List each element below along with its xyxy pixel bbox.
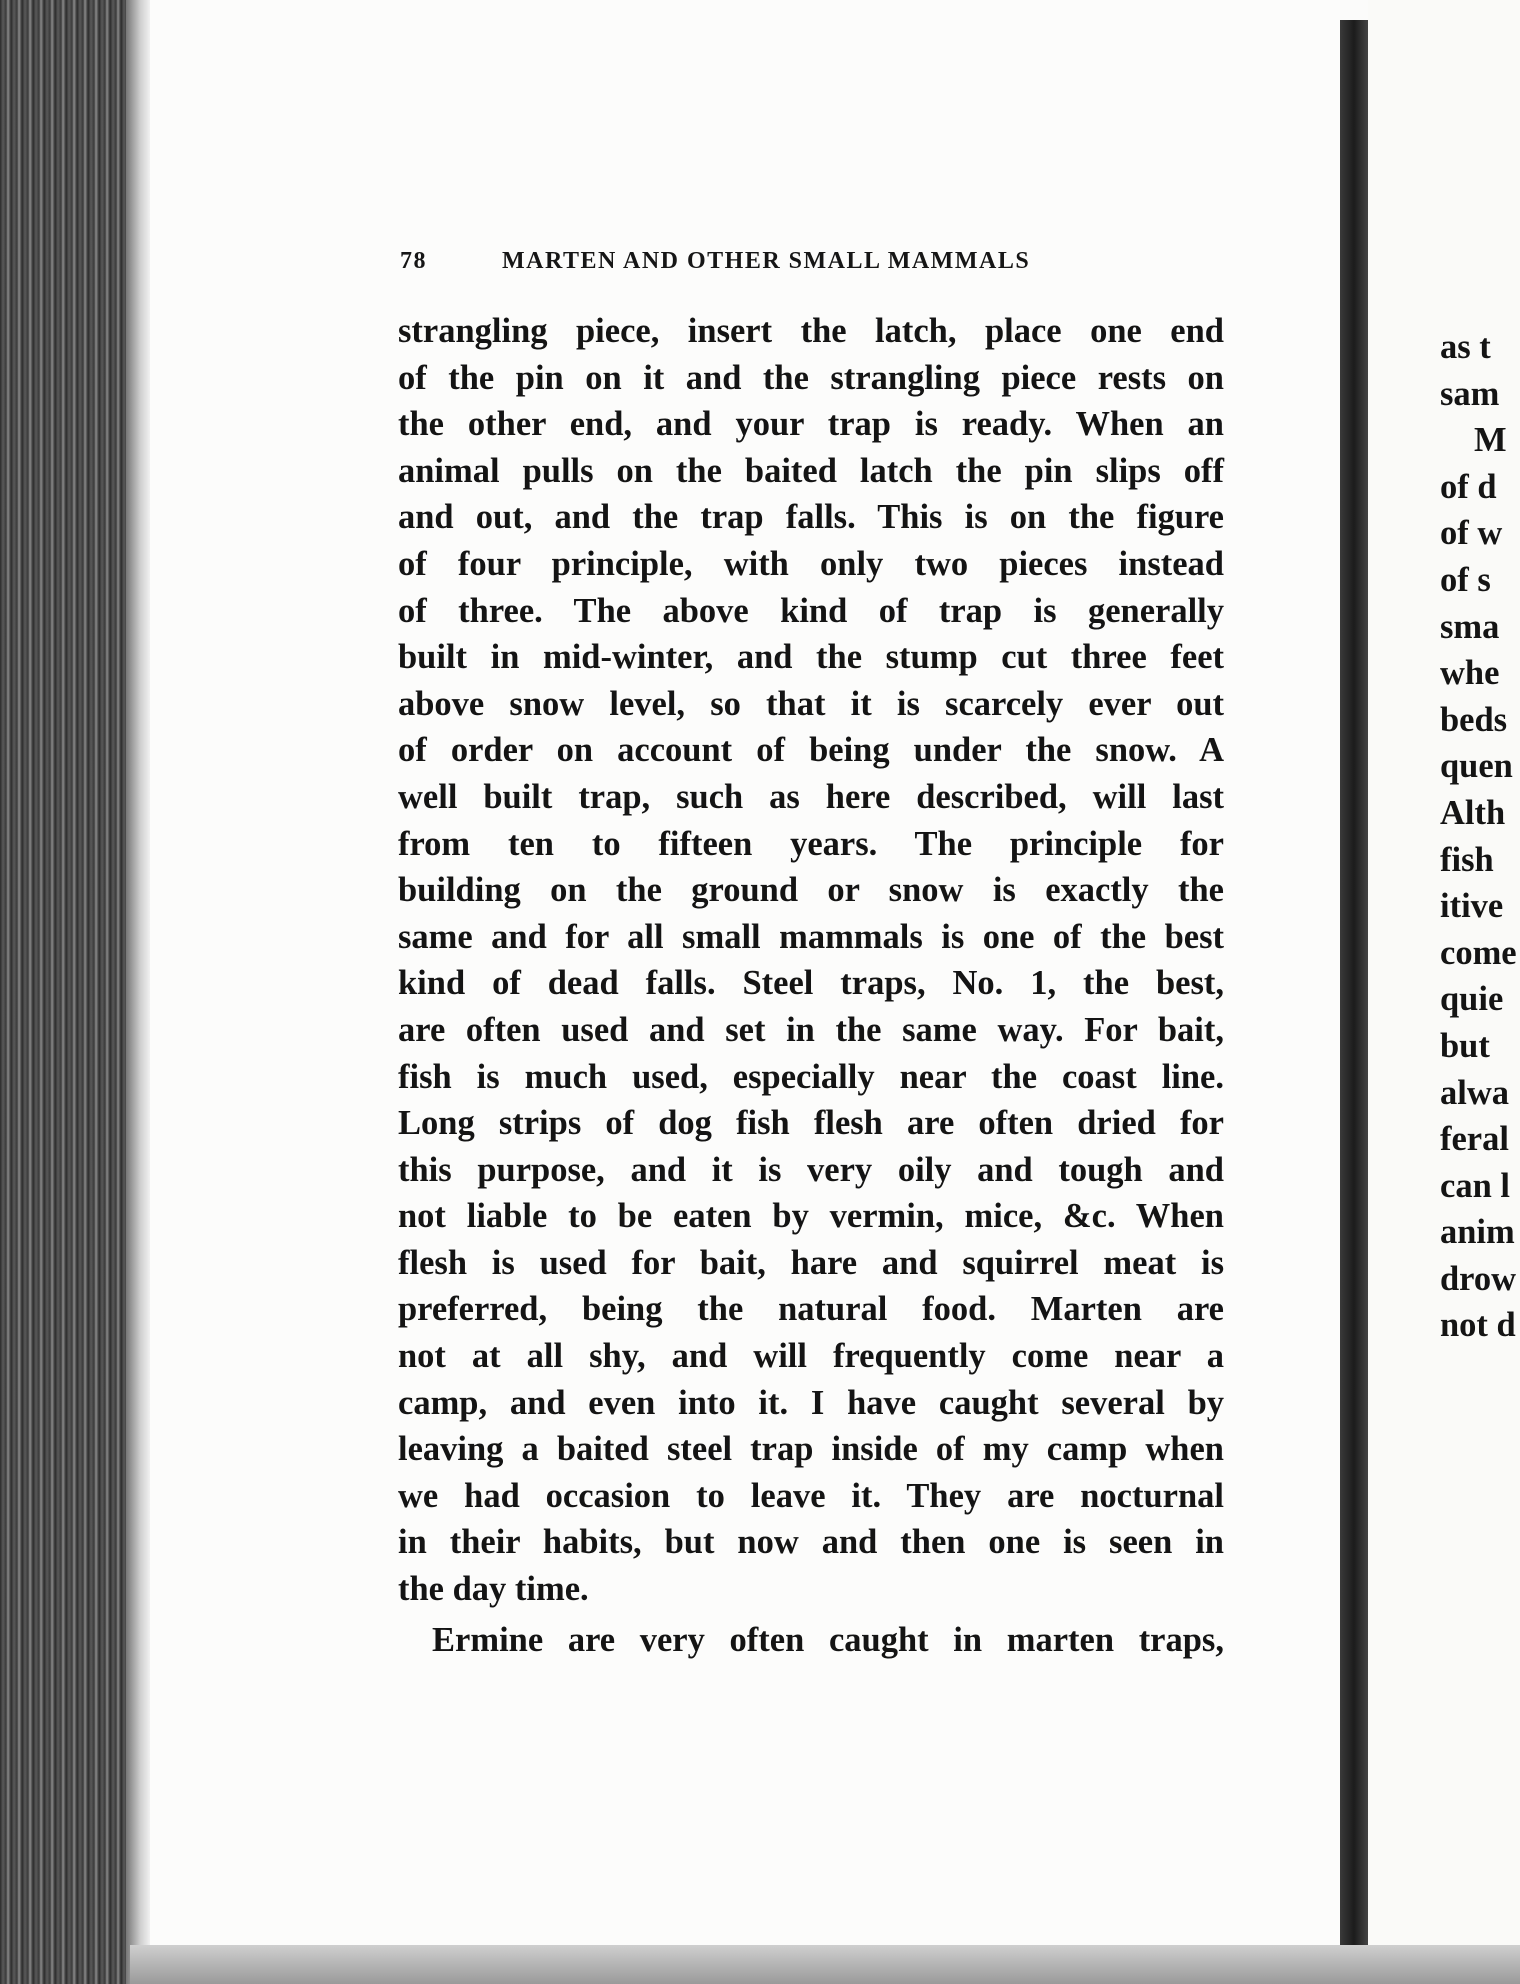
- text-line: building on the ground or snow is exactly the: [398, 871, 1224, 910]
- text-line: of four principle, with only two pieces instead: [398, 544, 1224, 583]
- right-page-line: as t: [1440, 328, 1491, 366]
- right-page-line: of w: [1440, 514, 1503, 553]
- text-line: the other end, and your trap is ready. When an: [398, 405, 1224, 444]
- right-page-line: of s: [1440, 560, 1491, 599]
- right-page-line: fish: [1440, 840, 1494, 879]
- text-line: flesh is used for bait, hare and squirrel meat is: [398, 1243, 1224, 1282]
- right-page-line: drow: [1440, 1259, 1517, 1298]
- text-line: well built trap, such as here described, will last: [398, 777, 1224, 816]
- text-line: strangling piece, insert the latch, place one end: [398, 312, 1224, 350]
- text-line: not at all shy, and will frequently come near a: [398, 1337, 1224, 1376]
- book-gutter: [1340, 20, 1368, 1960]
- text-line: camp, and even into it. I have caught several by: [398, 1383, 1224, 1422]
- text-line: of order on account of being under the snow. A: [398, 731, 1224, 770]
- right-page-line: M: [1474, 421, 1507, 460]
- right-page-line: alwa: [1440, 1073, 1509, 1112]
- right-page-line: can l: [1440, 1166, 1510, 1205]
- text-line: built in mid-winter, and the stump cut three feet: [398, 638, 1224, 677]
- right-page-line: of d: [1440, 467, 1497, 506]
- right-page: [1368, 0, 1520, 1950]
- page-bottom-edge: [130, 1945, 1520, 1984]
- page-number: 78: [400, 248, 427, 274]
- right-page-line: quen: [1440, 747, 1513, 786]
- text-line: of three. The above kind of trap is generally: [398, 591, 1224, 630]
- right-page-line: come: [1440, 933, 1517, 972]
- text-line: and out, and the trap falls. This is on the figure: [398, 498, 1224, 537]
- text-line: animal pulls on the baited latch the pin slips off: [398, 451, 1224, 490]
- text-line: this purpose, and it is very oily and tough and: [398, 1150, 1224, 1189]
- right-page-line: anim: [1440, 1213, 1515, 1252]
- right-page-line: feral: [1440, 1120, 1509, 1159]
- body-text: [398, 308, 1224, 1663]
- text-line: kind of dead falls. Steel traps, No. 1, the best,: [398, 964, 1224, 1003]
- text-line: from ten to fifteen years. The principle for: [398, 824, 1224, 863]
- text-line: preferred, being the natural food. Marten are: [398, 1290, 1224, 1329]
- text-line: leaving a baited steel trap inside of my camp when: [398, 1430, 1224, 1469]
- text-line: in their habits, but now and then one is seen in: [398, 1523, 1224, 1562]
- text-line: Long strips of dog fish flesh are often dried for: [398, 1104, 1224, 1143]
- right-page-text: [1440, 324, 1520, 1349]
- right-page-line: not d: [1440, 1306, 1516, 1345]
- page-block-edges: [0, 0, 150, 1984]
- text-line: not liable to be eaten by vermin, mice, &c. When: [398, 1197, 1224, 1236]
- text-line: same and for all small mammals is one of the best: [398, 917, 1224, 956]
- text-line: are often used and set in the same way. For bait,: [398, 1010, 1224, 1049]
- text-line: we had occasion to leave it. They are nocturnal: [398, 1476, 1224, 1515]
- right-page-line: sam: [1440, 374, 1500, 413]
- right-page-line: but: [1440, 1026, 1490, 1065]
- text-line: above snow level, so that it is scarcely ever out: [398, 684, 1224, 723]
- right-page-line: quie: [1440, 980, 1504, 1019]
- right-page-line: Alth: [1440, 793, 1506, 832]
- text-line: the day time.: [398, 1570, 589, 1609]
- paragraph-start-line: Ermine are very often caught in marten traps,: [432, 1620, 1224, 1659]
- text-line: fish is much used, especially near the coast line.: [398, 1057, 1224, 1096]
- text-line: of the pin on it and the strangling piece rests on: [398, 358, 1224, 397]
- right-page-line: beds: [1440, 700, 1508, 739]
- right-page-line: sma: [1440, 607, 1500, 646]
- right-page-line: itive: [1440, 887, 1504, 926]
- right-page-line: whe: [1440, 654, 1500, 693]
- running-title: MARTEN AND OTHER SMALL MAMMALS: [502, 248, 1031, 274]
- running-head: [400, 248, 1120, 288]
